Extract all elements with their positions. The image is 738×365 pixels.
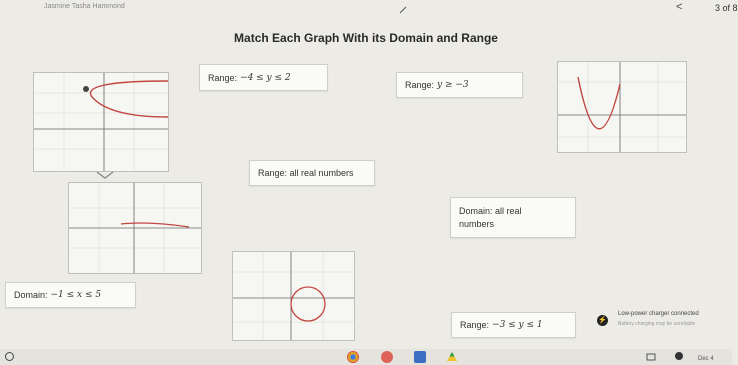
- page-title: Match Each Graph With its Domain and Range: [234, 31, 498, 45]
- camera-icon[interactable]: [381, 351, 393, 363]
- card-math: −3 ≤ y ≤ 1: [492, 320, 543, 330]
- battery-icon: ⚡: [598, 317, 607, 324]
- notification-title: Low-power charger connected: [618, 311, 699, 317]
- taskbar: [0, 349, 732, 365]
- card-range-ge-neg3[interactable]: [396, 72, 523, 98]
- card-math: y ≥ −3: [437, 80, 469, 90]
- previous-page-icon[interactable]: <: [676, 1, 683, 13]
- card-label: Domain: all real numbers: [459, 205, 522, 229]
- chrome-icon[interactable]: [347, 351, 359, 363]
- screen-capture-icon[interactable]: [646, 352, 656, 362]
- card-range-neg3-to-1[interactable]: [451, 312, 576, 338]
- cursor-icon: [398, 5, 408, 15]
- page-counter: 3 of 8: [715, 3, 738, 13]
- files-icon[interactable]: [414, 351, 426, 363]
- card-label: Range:: [405, 80, 435, 90]
- taskbar-date: Dec 4: [698, 356, 714, 362]
- drive-icon[interactable]: [446, 351, 458, 363]
- card-label: Range: all real numbers: [258, 168, 354, 178]
- graph-horizontal-line: [69, 183, 201, 273]
- launcher-icon[interactable]: [5, 352, 14, 361]
- card-domain-all-real[interactable]: [450, 197, 576, 238]
- graph-card-sideways-parabola[interactable]: [33, 72, 169, 172]
- card-range-all-real[interactable]: [249, 160, 375, 186]
- graph-circle: [233, 252, 354, 340]
- student-name: Jasmine Tasha Hammond: [44, 3, 125, 10]
- account-icon[interactable]: [675, 352, 683, 360]
- graph-card-upward-parabola[interactable]: [557, 61, 687, 153]
- graph-sideways-parabola: [34, 73, 168, 171]
- card-label: Range:: [208, 72, 238, 83]
- card-math: −4 ≤ y ≤ 2: [240, 72, 291, 83]
- card-label: Range:: [460, 320, 490, 330]
- card-domain-neg1-to-5[interactable]: [5, 282, 136, 308]
- graph-upward-parabola: [558, 62, 686, 152]
- graph-card-horizontal-line[interactable]: [68, 182, 202, 274]
- notification-body: Battery charging may be unreliable: [618, 321, 696, 327]
- chevron-down-icon[interactable]: [93, 168, 117, 182]
- card-math: −1 ≤ x ≤ 5: [50, 290, 102, 300]
- graph-card-circle[interactable]: [232, 251, 355, 341]
- card-label: Domain:: [14, 290, 48, 300]
- card-range-neg4-to-2[interactable]: [199, 64, 328, 91]
